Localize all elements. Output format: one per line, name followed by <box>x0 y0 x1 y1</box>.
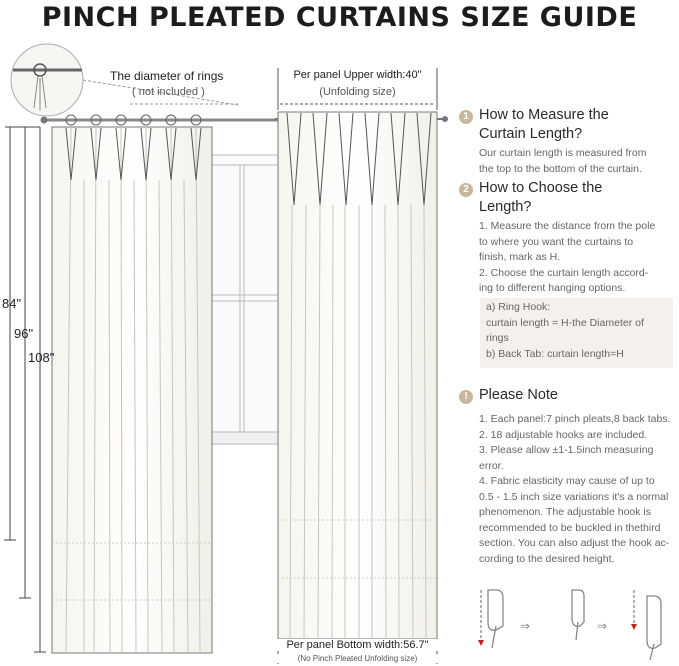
note-icon: ! <box>459 390 473 404</box>
length-84: 84" <box>2 296 22 311</box>
rings-note: ( not included ) <box>132 86 205 98</box>
left-curtain <box>52 127 212 653</box>
formula-line: a) Ring Hook: <box>486 301 551 313</box>
note-line: 1. Each panel:7 pinch pleats,8 back tabs. <box>479 413 671 425</box>
step-2-line: 1. Measure the distance from the pole <box>479 220 656 232</box>
page-title: PINCH PLEATED CURTAINS SIZE GUIDE <box>41 2 638 33</box>
step-1-badge: 1 <box>459 110 473 124</box>
rings-diameter-label: The diameter of rings <box>110 69 224 83</box>
note-line: 4. Fabric elasticity may cause of up to <box>479 475 655 487</box>
note-line: 2. 18 adjustable hooks are included. <box>479 428 648 441</box>
length-108: 108" <box>28 350 55 365</box>
note-line: section. You can also adjust the hook ac- <box>479 537 670 549</box>
note-text <box>479 412 670 567</box>
ring-zoom-icon <box>11 44 83 116</box>
step-2-text <box>479 219 655 297</box>
note-line: phenomenon. The adjustable hook is <box>479 506 652 518</box>
step-2-line: 2. Choose the curtain length accord- <box>479 266 649 279</box>
window-frame <box>210 155 278 444</box>
step-1-line: the top to the bottom of the curtain. <box>479 162 642 175</box>
bottom-width-note: (No Pinch Pleated Unfolding size) <box>270 654 445 663</box>
step-1-text <box>479 146 647 177</box>
right-curtain <box>275 68 448 664</box>
length-dimension-lines <box>4 127 46 652</box>
note-line: error. <box>479 459 504 472</box>
svg-text:⇒: ⇒ <box>520 619 531 633</box>
svg-text:⇒: ⇒ <box>597 619 608 633</box>
step-2-line: ing to different hanging options. <box>479 282 626 294</box>
upper-width-label: Per panel Upper width:40" <box>293 69 422 81</box>
step-2-line: to where you want the curtains to <box>479 235 634 248</box>
step-1-line: Our curtain length is measured from <box>479 147 647 159</box>
step-1-heading-line1: How to Measure the <box>479 107 609 123</box>
step-2-heading-line2: Length? <box>479 199 532 215</box>
bottom-width-label: Per panel Bottom width:56.7" <box>270 639 445 651</box>
formula-box <box>480 298 673 368</box>
formula-line: rings <box>486 332 509 344</box>
step-2-badge: 2 <box>459 183 473 197</box>
length-96: 96" <box>14 326 34 341</box>
note-line: 0.5 - 1.5 inch size variations it's a normal <box>479 490 669 503</box>
upper-width-note: (Unfolding size) <box>319 86 396 98</box>
step-2-heading-line1: How to Choose the <box>479 180 603 196</box>
formula-line: b) Back Tab: curtain length=H <box>486 347 624 360</box>
note-line: 3. Please allow ±1-1.5inch measuring <box>479 444 654 456</box>
note-line: recommended to be buckled in thethird <box>479 521 661 534</box>
step-1-heading-line2: Curtain Length? <box>479 126 583 142</box>
formula-line: curtain length = H-the Diameter of <box>486 316 644 329</box>
step-2-line: finish, mark as H. <box>479 251 561 263</box>
curtain-rod-left <box>41 115 281 125</box>
note-line: cording to the desired height. <box>479 552 615 565</box>
note-heading: Please Note <box>479 387 558 403</box>
